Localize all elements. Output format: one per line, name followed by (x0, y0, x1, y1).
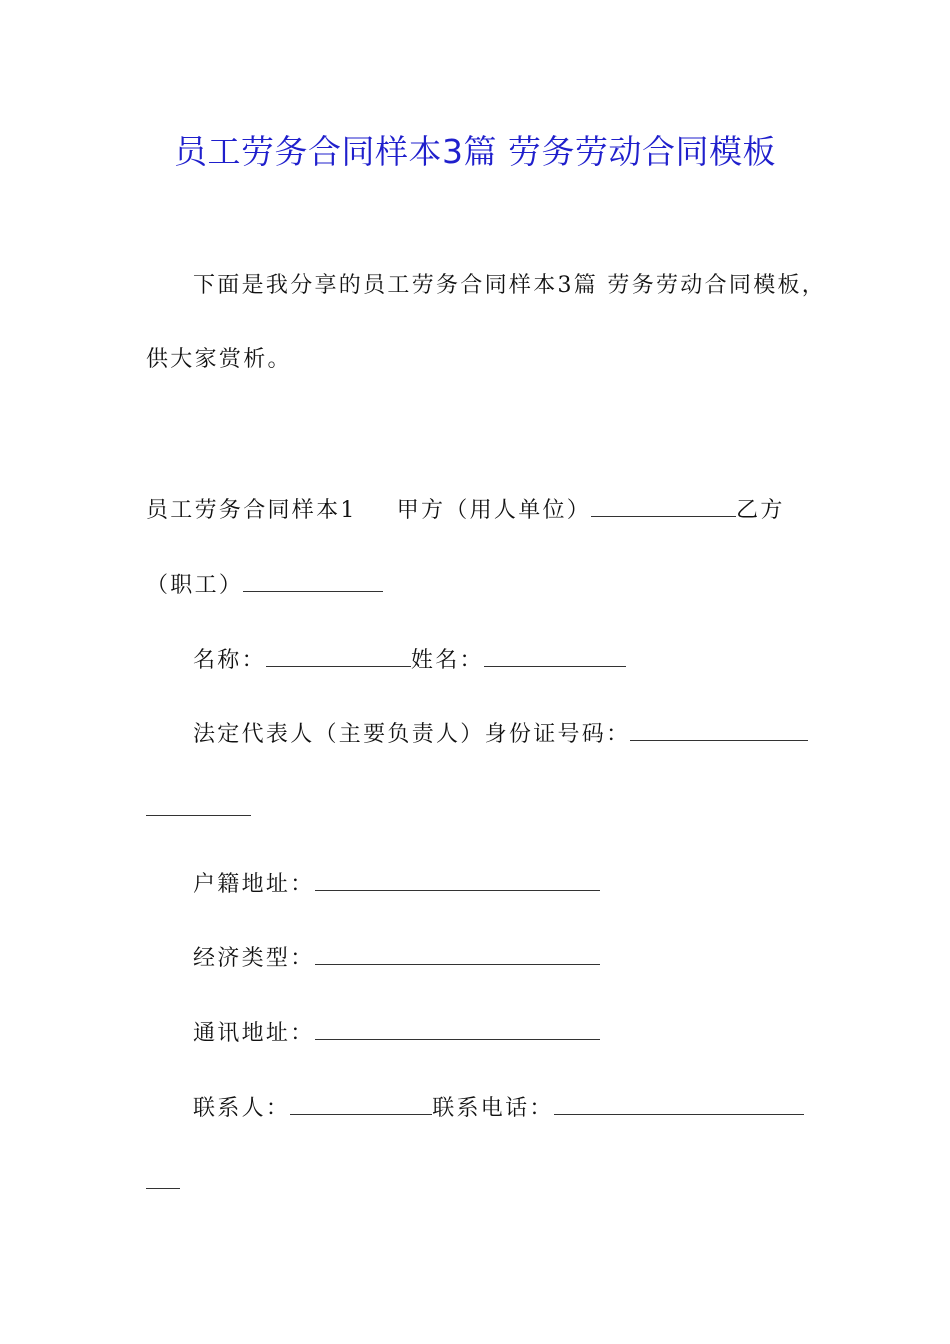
contact-person-label: 联系人： (193, 1096, 291, 1121)
legal-rep-label: 法定代表人（主要负责人）身份证号码： (193, 722, 631, 747)
legal-rep-line (193, 718, 808, 751)
economic-type-blank (315, 942, 600, 965)
person-name-blank (484, 644, 626, 667)
party-b-blank (243, 569, 383, 592)
contact-phone-blank (554, 1092, 804, 1115)
household-address-line (193, 868, 600, 901)
intro-line-1: 下面是我分享的员工劳务合同样本3篇 劳务劳动合同模板， (193, 273, 827, 298)
contact-phone-continuation (146, 1166, 180, 1199)
economic-type-label: 经济类型： (193, 946, 315, 971)
contact-line (193, 1092, 804, 1125)
household-address-blank (315, 868, 600, 891)
person-name-label: 姓名： (410, 648, 484, 673)
party-a-label: 甲方（用人单位） (396, 498, 592, 523)
party-b-prefix: 乙方 (736, 498, 785, 523)
household-address-label: 户籍地址： (193, 872, 315, 897)
legal-rep-continuation (146, 793, 251, 826)
name-label: 名称： (193, 648, 266, 673)
mailing-address-label: 通讯地址： (193, 1021, 315, 1046)
contact-phone-label: 联系电话： (432, 1096, 554, 1121)
intro-line-2: 供大家赏析。 (146, 347, 292, 372)
mailing-address-line (193, 1017, 600, 1050)
contact-person-blank (290, 1092, 432, 1115)
economic-type-line (193, 942, 600, 975)
legal-rep-blank (630, 718, 808, 741)
name-blank (266, 644, 411, 667)
party-a-blank (591, 494, 736, 517)
party-b-label: （职工） (146, 573, 244, 598)
contact-phone-blank-continued (146, 1166, 180, 1189)
name-line (193, 644, 626, 677)
legal-rep-blank-continued (146, 793, 251, 816)
section-line (146, 494, 785, 527)
document-title: 员工劳务合同样本3篇 劳务劳动合同模板 (174, 132, 776, 171)
mailing-address-blank (315, 1017, 600, 1040)
section-heading: 员工劳务合同样本1 (146, 498, 357, 523)
party-b-line (146, 569, 383, 602)
